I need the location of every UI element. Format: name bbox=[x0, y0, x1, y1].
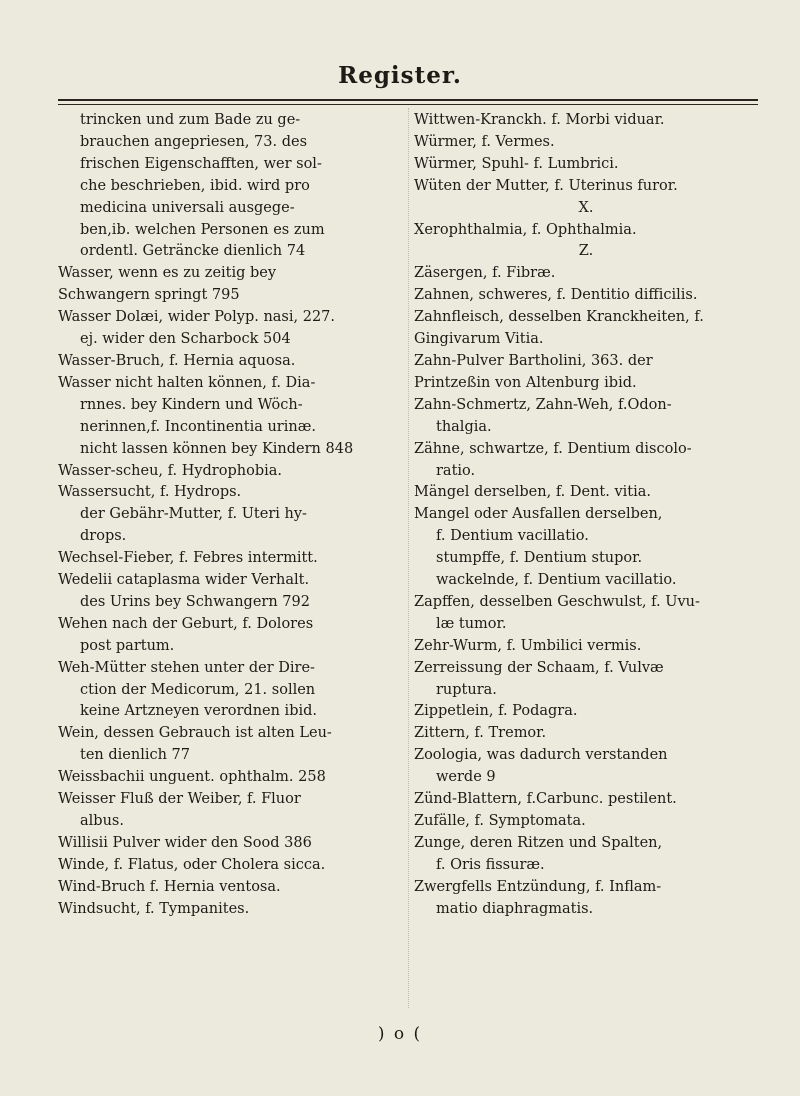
index-entry-line: nicht lassen können bey Kindern 848 bbox=[80, 440, 354, 457]
index-entry-line: læ tumor. bbox=[436, 615, 507, 632]
letter-heading: X. bbox=[578, 199, 594, 216]
footer-ornament: ) o ( bbox=[377, 1024, 423, 1044]
index-entry-line: ben,ib. welchen Personen es zum bbox=[80, 221, 325, 238]
index-entry-line: Zahnen, schweres, f. Dentitio difficilis. bbox=[414, 287, 698, 304]
index-entry-line: ratio. bbox=[436, 462, 476, 479]
index-entry-line: f. Dentium vacillatio. bbox=[436, 528, 589, 545]
index-entry-line: Xerophthalmia, f. Ophthalmia. bbox=[414, 221, 637, 238]
index-entry-line: der Gebähr-Mutter, f. Uteri hy- bbox=[80, 506, 307, 523]
index-entry-line: Zünd-Blattern, f.Carbunc. pestilent. bbox=[414, 791, 677, 808]
index-entry-line: Weissbachii unguent. ophthalm. 258 bbox=[58, 769, 326, 786]
index-entry-line: Zippetlein, f. Podagra. bbox=[414, 703, 578, 720]
index-entry-line: Zittern, f. Tremor. bbox=[414, 725, 547, 742]
index-entry-line: brauchen angepriesen, 73. des bbox=[80, 133, 308, 150]
index-entry-line: rnnes. bey Kindern und Wöch- bbox=[80, 396, 303, 413]
index-entry-line: frischen Eigenschafften, wer sol- bbox=[80, 155, 322, 172]
index-entry-line: Wassersucht, f. Hydrops. bbox=[58, 484, 242, 501]
left-column bbox=[58, 110, 404, 921]
index-entry-line: thalgia. bbox=[436, 418, 492, 435]
index-entry-line: ten dienlich 77 bbox=[80, 747, 190, 764]
index-entry-line: Weh-Mütter stehen unter der Dire- bbox=[58, 659, 315, 676]
index-entry-line: Wedelii cataplasma wider Verhalt. bbox=[58, 572, 310, 589]
index-entry-line: Zahnfleisch, desselben Kranckheiten, f. bbox=[414, 309, 704, 326]
index-entry-line: Zäsergen, f. Fibræ. bbox=[414, 265, 556, 282]
index-entry-line: Zoologia, was dadurch verstanden bbox=[414, 747, 668, 764]
index-entry-line: Würmer, f. Vermes. bbox=[414, 133, 555, 150]
index-entry-line: ej. wider den Scharbock 504 bbox=[80, 331, 291, 348]
index-entry-line: Winde, f. Flatus, oder Cholera sicca. bbox=[58, 856, 326, 873]
index-entry-line: che beschrieben, ibid. wird pro bbox=[80, 177, 310, 194]
index-entry-line: Zähne, schwartze, f. Dentium discolo- bbox=[414, 440, 692, 457]
index-entry-line: matio diaphragmatis. bbox=[436, 900, 594, 917]
index-entry-line: Willisii Pulver wider den Sood 386 bbox=[58, 834, 312, 851]
index-entry-line: trincken und zum Bade zu ge- bbox=[80, 112, 301, 128]
index-entry-line: Wind-Bruch f. Hernia ventosa. bbox=[58, 878, 281, 895]
index-entry-line: Windsucht, f. Tympanites. bbox=[58, 900, 250, 917]
index-entry-line: Zehr-Wurm, f. Umbilici vermis. bbox=[414, 637, 642, 654]
index-entry-line: Wasser nicht halten können, f. Dia- bbox=[58, 374, 316, 391]
index-entry-line: Wüten der Mutter, f. Uterinus furor. bbox=[414, 177, 678, 194]
index-entry-line: werde 9 bbox=[436, 769, 496, 786]
index-entry-line: Schwangern springt 795 bbox=[58, 287, 240, 304]
column-divider bbox=[408, 108, 409, 1008]
index-entry-line: des Urins bey Schwangern 792 bbox=[80, 593, 310, 610]
index-entry-line: Wasser, wenn es zu zeitig bey bbox=[58, 265, 277, 282]
index-entry-line: Wasser-Bruch, f. Hernia aquosa. bbox=[58, 352, 296, 369]
index-entry-line: Zahn-Schmertz, Zahn-Weh, f.Odon- bbox=[414, 396, 672, 413]
index-entry-line: ruptura. bbox=[436, 681, 497, 698]
index-entry-line: Würmer, Spuhl- f. Lumbrici. bbox=[414, 155, 619, 172]
right-column bbox=[414, 110, 758, 921]
letter-heading: Z. bbox=[578, 243, 594, 260]
header-rule-thin bbox=[58, 104, 758, 105]
page-header: Register. bbox=[338, 62, 462, 89]
index-entry-line: drops. bbox=[80, 528, 127, 545]
index-entry-line: medicina universali ausgege- bbox=[80, 199, 295, 216]
index-entry-line: post partum. bbox=[80, 637, 175, 654]
index-entry-line: Zahn-Pulver Bartholini, 363. der bbox=[414, 352, 653, 369]
index-entry-line: Gingivarum Vitia. bbox=[414, 331, 544, 348]
index-entry-line: Wasser-scheu, f. Hydrophobia. bbox=[58, 462, 282, 479]
index-entry-line: wackelnde, f. Dentium vacillatio. bbox=[436, 572, 677, 589]
index-entry-line: albus. bbox=[80, 813, 124, 829]
index-entry-line: Zunge, deren Ritzen und Spalten, bbox=[414, 834, 663, 851]
index-entry-line: Zerreissung der Schaam, f. Vulvæ bbox=[414, 659, 664, 676]
index-entry-line: stumpffe, f. Dentium stupor. bbox=[436, 550, 643, 567]
index-entry-line: nerinnen,f. Incontinentia urinæ. bbox=[80, 418, 316, 435]
index-entry-line: keine Artzneyen verordnen ibid. bbox=[80, 703, 318, 720]
index-entry-line: Wehen nach der Geburt, f. Dolores bbox=[58, 615, 314, 632]
index-entry-line: Mangel oder Ausfallen derselben, bbox=[414, 506, 663, 523]
index-entry-line: Zapffen, desselben Geschwulst, f. Uvu- bbox=[414, 593, 700, 610]
index-entry-line: Wechsel-Fieber, f. Febres intermitt. bbox=[58, 550, 318, 567]
index-entry-line: f. Oris fissuræ. bbox=[436, 856, 545, 873]
index-entry-line: Zufälle, f. Symptomata. bbox=[414, 813, 586, 829]
index-entry-line: ction der Medicorum, 21. sollen bbox=[80, 681, 316, 698]
index-entry-line: ordentl. Geträncke dienlich 74 bbox=[80, 243, 306, 260]
index-entry-line: Zwergfells Entzündung, f. Inflam- bbox=[414, 878, 662, 895]
header-rule bbox=[58, 99, 758, 101]
index-entry-line: Printzeßin von Altenburg ibid. bbox=[414, 374, 637, 391]
index-entry-line: Weisser Fluß der Weiber, f. Fluor bbox=[58, 791, 301, 808]
index-entry-line: Wittwen-Kranckh. f. Morbi viduar. bbox=[414, 112, 665, 128]
index-entry-line: Wasser Dolæi, wider Polyp. nasi, 227. bbox=[58, 309, 336, 326]
index-entry-line: Wein, dessen Gebrauch ist alten Leu- bbox=[58, 725, 332, 742]
index-entry-line: Mängel derselben, f. Dent. vitia. bbox=[414, 484, 652, 501]
